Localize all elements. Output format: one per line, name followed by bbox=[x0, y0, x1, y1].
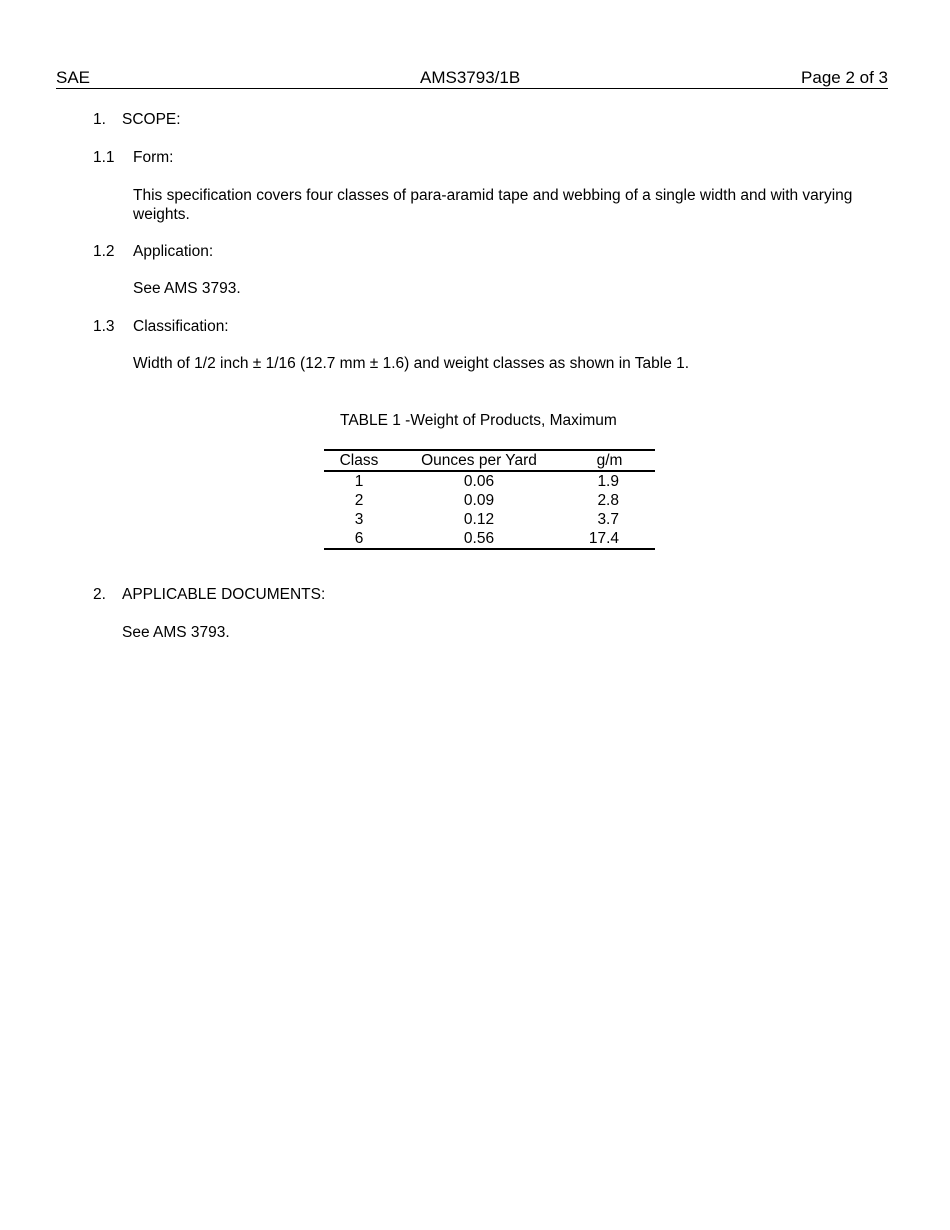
section-1-1-text: This specification covers four classes of para-aramid tape and webbing of a single width and with varying weights. bbox=[133, 187, 853, 223]
section-1-2-title: Application: bbox=[133, 243, 214, 260]
header-page-number: Page 2 of 3 bbox=[801, 68, 888, 87]
header-doc-number: AMS3793/1B bbox=[420, 68, 521, 87]
table-row bbox=[324, 510, 655, 529]
section-1-title: SCOPE: bbox=[122, 111, 181, 128]
table-1-caption: TABLE 1 -Weight of Products, Maximum bbox=[340, 412, 617, 429]
section-1-number: 1. bbox=[93, 111, 106, 128]
cell-ounces: 0.06 bbox=[463, 472, 495, 490]
cell-gm: 1.9 bbox=[597, 472, 619, 490]
section-2-text: See AMS 3793. bbox=[122, 624, 230, 641]
section-1-1-number: 1.1 bbox=[93, 149, 115, 166]
section-1-3-text: Width of 1/2 inch ± 1/16 (12.7 mm ± 1.6) and weight classes as shown in Table 1. bbox=[133, 355, 690, 372]
section-2-number: 2. bbox=[93, 586, 106, 603]
page-header bbox=[56, 66, 888, 89]
cell-ounces: 0.12 bbox=[463, 510, 495, 528]
table-row bbox=[324, 529, 655, 549]
cell-gm: 2.8 bbox=[597, 491, 619, 509]
section-1-3-title: Classification: bbox=[133, 318, 229, 335]
col-header-gm: g/m bbox=[564, 450, 655, 471]
section-2-title: APPLICABLE DOCUMENTS: bbox=[122, 586, 326, 603]
col-header-class: Class bbox=[324, 450, 394, 471]
col-header-ounces: Ounces per Yard bbox=[394, 450, 564, 471]
cell-class: 1 bbox=[354, 472, 364, 490]
section-1-2-text: See AMS 3793. bbox=[133, 280, 241, 297]
table-row bbox=[324, 491, 655, 510]
cell-ounces: 0.56 bbox=[463, 529, 495, 547]
section-1-2-number: 1.2 bbox=[93, 243, 115, 260]
section-1-3-number: 1.3 bbox=[93, 318, 115, 335]
cell-ounces: 0.09 bbox=[463, 491, 495, 509]
table-1 bbox=[324, 449, 655, 550]
table-header-row bbox=[324, 450, 655, 471]
cell-class: 2 bbox=[354, 491, 364, 509]
header-org: SAE bbox=[56, 68, 91, 87]
section-1-1-title: Form: bbox=[133, 149, 174, 166]
table-row bbox=[324, 471, 655, 491]
cell-class: 3 bbox=[354, 510, 364, 528]
cell-gm: 17.4 bbox=[588, 529, 619, 547]
cell-class: 6 bbox=[354, 529, 364, 547]
cell-gm: 3.7 bbox=[597, 510, 619, 528]
